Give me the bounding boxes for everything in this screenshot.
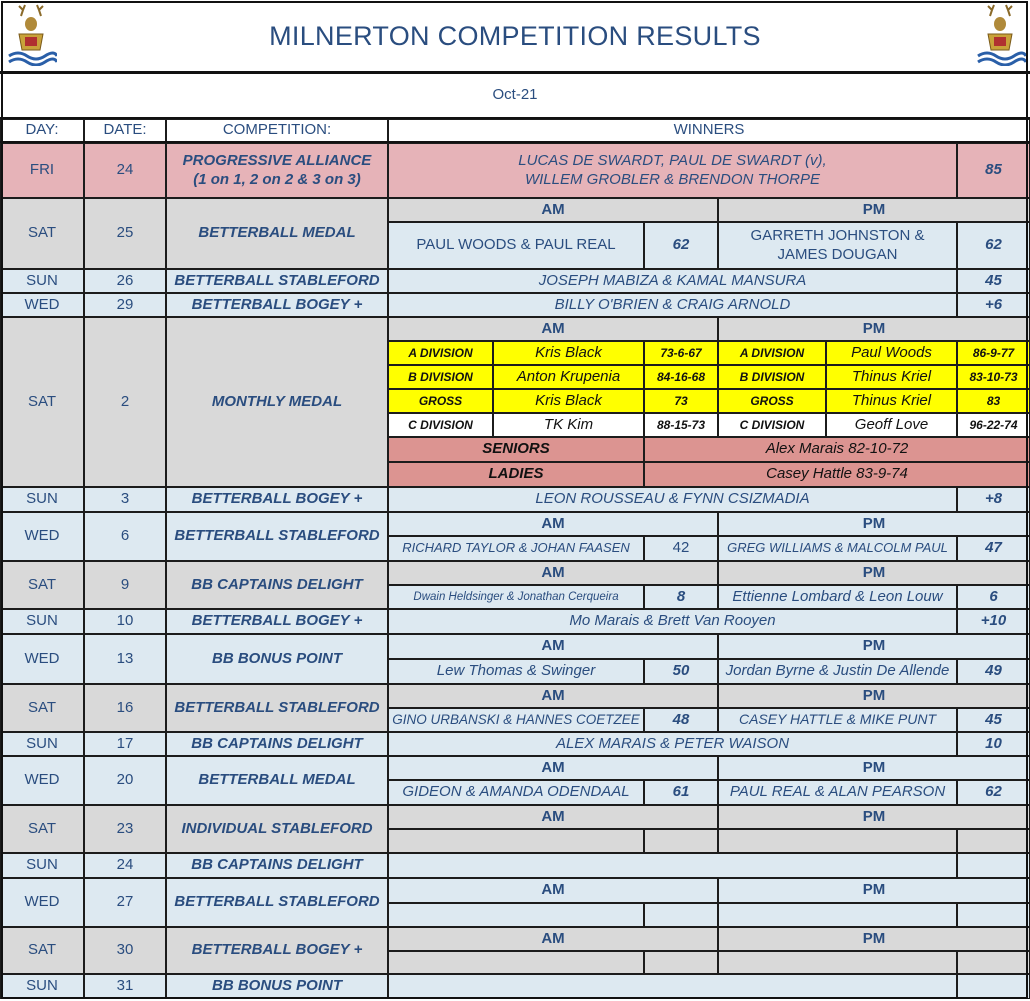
column-header-competition: COMPETITION: [166,119,388,142]
page-title: MILNERTON COMPETITION RESULTS [269,20,761,51]
row-score: 85 [957,143,1030,198]
pm-score: 47 [957,536,1030,561]
am-header: AM [388,805,718,829]
row-competition [166,143,388,198]
row-day: WED [0,634,84,684]
row-competition: BETTERBALL STABLEFORD [166,512,388,561]
am-score: 50 [644,659,718,684]
row-day: SUN [0,853,84,878]
row-competition: MONTHLY MEDAL [166,317,388,487]
pm-header: PM [718,634,1030,659]
row-date: 30 [84,927,166,974]
row-date: 10 [84,609,166,634]
row-day: SAT [0,927,84,974]
pm-header: PM [718,512,1030,536]
row-day: SAT [0,684,84,732]
pm-division-score: 96-22-74 [957,413,1030,437]
pm-header: PM [718,805,1030,829]
pm-winner [718,222,957,269]
pm-division-label: GROSS [718,389,826,413]
am-score: 48 [644,708,718,732]
row-day: FRI [0,143,84,198]
am-division-score: 84-16-68 [644,365,718,389]
pm-division-name: Paul Woods [826,341,957,365]
pm-winner: Ettienne Lombard & Leon Louw [718,585,957,609]
am-header: AM [388,634,718,659]
competition-name: PROGRESSIVE ALLIANCE [182,151,372,169]
row-date: 3 [84,487,166,512]
pm-score: 45 [957,708,1030,732]
row-competition: BB CAPTAINS DELIGHT [166,732,388,756]
am-score: 61 [644,780,718,805]
row-date: 2 [84,317,166,487]
month-label: Oct-21 [492,86,538,104]
seniors-label: SENIORS [388,437,644,462]
am-division-score: 73 [644,389,718,413]
row-winners: JOSEPH MABIZA & KAMAL MANSURA [388,269,957,293]
am-winner [388,951,644,974]
pm-winner: GREG WILLIAMS & MALCOLM PAUL [718,536,957,561]
pm-division-name: Geoff Love [826,413,957,437]
am-winner [388,903,644,927]
pm-header: PM [718,878,1030,903]
row-date: 9 [84,561,166,609]
pm-header: PM [718,756,1030,780]
row-day: SUN [0,269,84,293]
row-date: 26 [84,269,166,293]
ladies-label: LADIES [388,462,644,487]
row-competition: BETTERBALL BOGEY + [166,293,388,317]
column-header-day: DAY: [0,119,84,142]
row-score: +8 [957,487,1030,512]
row-score [957,853,1030,878]
row-date: 25 [84,198,166,269]
row-winners: Mo Marais & Brett Van Rooyen [388,609,957,634]
row-competition: BB BONUS POINT [166,634,388,684]
pm-division-score: 83-10-73 [957,365,1030,389]
am-winner: RICHARD TAYLOR & JOHAN FAASEN [388,536,644,561]
am-score: 62 [644,222,718,269]
am-division-label: C DIVISION [388,413,493,437]
row-competition: BETTERBALL BOGEY + [166,609,388,634]
am-header: AM [388,561,718,585]
row-competition: BETTERBALL STABLEFORD [166,269,388,293]
row-day: SAT [0,198,84,269]
row-score: 10 [957,732,1030,756]
row-competition: BETTERBALL MEDAL [166,756,388,805]
am-winner: Lew Thomas & Swinger [388,659,644,684]
am-division-score: 88-15-73 [644,413,718,437]
row-score: +10 [957,609,1030,634]
am-header: AM [388,512,718,536]
am-division-label: A DIVISION [388,341,493,365]
row-date: 13 [84,634,166,684]
pm-winner-line-2: JAMES DOUGAN [777,245,898,263]
row-competition: INDIVIDUAL STABLEFORD [166,805,388,853]
pm-division-score: 86-9-77 [957,341,1030,365]
pm-winner [718,951,957,974]
row-score: +6 [957,293,1030,317]
pm-header: PM [718,684,1030,708]
am-division-label: GROSS [388,389,493,413]
pm-winner-line-1: GARRETH JOHNSTON & [750,226,925,244]
am-header: AM [388,198,718,222]
pm-score [957,903,1030,927]
pm-winner: CASEY HATTLE & MIKE PUNT [718,708,957,732]
pm-header: PM [718,927,1030,951]
pm-division-label: C DIVISION [718,413,826,437]
row-winners [388,143,957,198]
pm-header: PM [718,198,1030,222]
row-date: 27 [84,878,166,927]
row-competition: BB BONUS POINT [166,974,388,999]
row-day: SUN [0,732,84,756]
seniors-winner: Alex Marais 82-10-72 [644,437,1030,462]
pm-winner: Jordan Byrne & Justin De Allende [718,659,957,684]
row-competition: BETTERBALL BOGEY + [166,927,388,974]
winner-line-2: WILLEM GROBLER & BRENDON THORPE [524,170,821,188]
am-score: 42 [644,536,718,561]
pm-division-name: Thinus Kriel [826,365,957,389]
am-score [644,903,718,927]
am-winner: GIDEON & AMANDA ODENDAAL [388,780,644,805]
am-header: AM [388,684,718,708]
row-day: SUN [0,974,84,999]
ladies-winner: Casey Hattle 83-9-74 [644,462,1030,487]
pm-division-label: A DIVISION [718,341,826,365]
am-score: 8 [644,585,718,609]
row-date: 29 [84,293,166,317]
row-date: 17 [84,732,166,756]
row-competition: BETTERBALL STABLEFORD [166,684,388,732]
competition-format: (1 on 1, 2 on 2 & 3 on 3) [193,170,361,188]
row-day: SAT [0,561,84,609]
am-winner: GINO URBANSKI & HANNES COETZEE [388,708,644,732]
am-score [644,951,718,974]
am-division-name: TK Kim [493,413,644,437]
club-crest-logo-right [974,4,1026,66]
pm-score [957,951,1030,974]
am-header: AM [388,317,718,341]
row-date: 24 [84,143,166,198]
club-crest-logo-left [5,4,57,66]
pm-division-name: Thinus Kriel [826,389,957,413]
am-winner: PAUL WOODS & PAUL REAL [388,222,644,269]
am-header: AM [388,756,718,780]
pm-header: PM [718,317,1030,341]
pm-score [957,829,1030,853]
row-competition: BB CAPTAINS DELIGHT [166,561,388,609]
row-day: WED [0,512,84,561]
row-day: WED [0,878,84,927]
row-competition: BB CAPTAINS DELIGHT [166,853,388,878]
am-score [644,829,718,853]
am-winner: Dwain Heldsinger & Jonathan Cerqueira [388,585,644,609]
am-division-name: Anton Krupenia [493,365,644,389]
am-division-name: Kris Black [493,341,644,365]
row-day: WED [0,293,84,317]
am-division-label: B DIVISION [388,365,493,389]
pm-winner [718,829,957,853]
row-date: 23 [84,805,166,853]
row-date: 6 [84,512,166,561]
column-header-winners: WINNERS [388,119,1030,142]
row-day: SUN [0,609,84,634]
am-division-name: Kris Black [493,389,644,413]
pm-score: 62 [957,780,1030,805]
row-competition: BETTERBALL STABLEFORD [166,878,388,927]
winner-line-1: LUCAS DE SWARDT, PAUL DE SWARDT (v), [518,151,827,169]
pm-score: 49 [957,659,1030,684]
am-header: AM [388,927,718,951]
row-winners [388,974,957,999]
am-header: AM [388,878,718,903]
row-day: SAT [0,805,84,853]
pm-score: 62 [957,222,1030,269]
column-header-date: DATE: [84,119,166,142]
row-score [957,974,1030,999]
row-score: 45 [957,269,1030,293]
row-winners: ALEX MARAIS & PETER WAISON [388,732,957,756]
row-date: 24 [84,853,166,878]
row-competition: BETTERBALL MEDAL [166,198,388,269]
pm-winner: PAUL REAL & ALAN PEARSON [718,780,957,805]
am-division-score: 73-6-67 [644,341,718,365]
row-winners: LEON ROUSSEAU & FYNN CSIZMADIA [388,487,957,512]
row-day: SAT [0,317,84,487]
row-date: 16 [84,684,166,732]
row-day: SUN [0,487,84,512]
pm-winner [718,903,957,927]
pm-division-label: B DIVISION [718,365,826,389]
row-winners [388,853,957,878]
am-winner [388,829,644,853]
row-date: 31 [84,974,166,999]
row-date: 20 [84,756,166,805]
row-competition: BETTERBALL BOGEY + [166,487,388,512]
row-day: WED [0,756,84,805]
pm-division-score: 83 [957,389,1030,413]
row-winners: BILLY O'BRIEN & CRAIG ARNOLD [388,293,957,317]
pm-score: 6 [957,585,1030,609]
pm-header: PM [718,561,1030,585]
